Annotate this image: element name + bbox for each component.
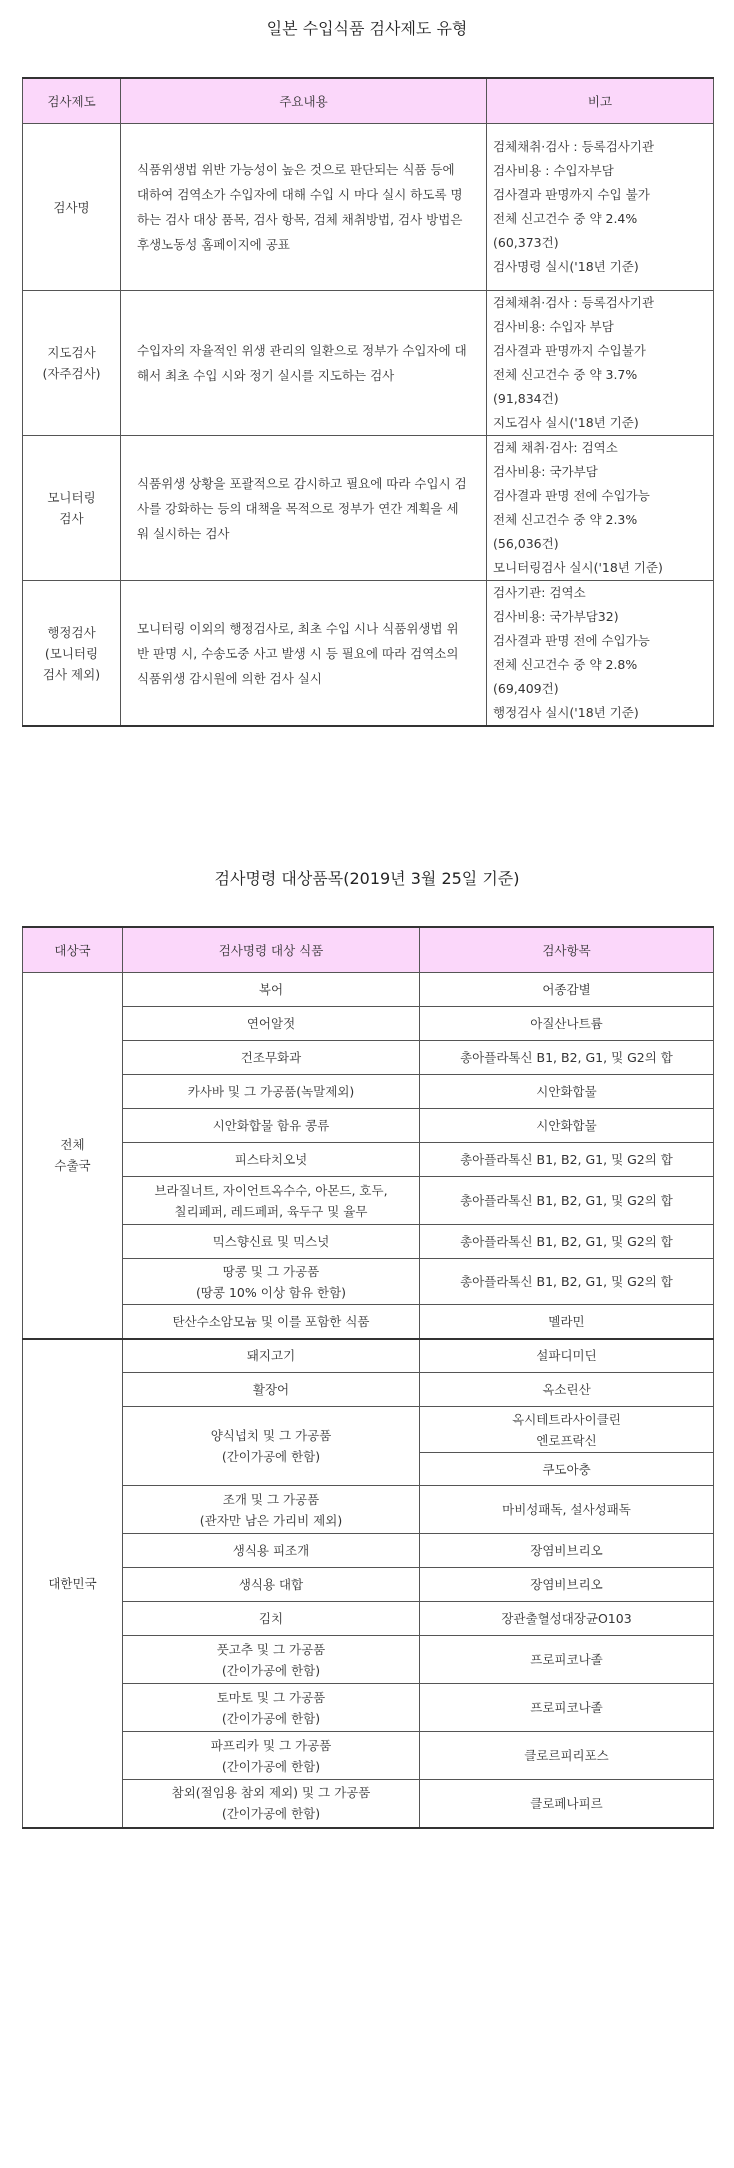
cell-line: (60,373건) xyxy=(493,235,559,250)
table-row xyxy=(23,291,714,436)
cell-line: 피스타치오넛 xyxy=(234,1152,308,1167)
system-name-cell xyxy=(23,124,121,291)
content-cell: 식품위생 상황을 포괄적으로 감시하고 필요에 따라 수입시 검사를 강화하는 등의 대책을 목적으로 정부가 연간 계획을 세워 실시하는 검사 xyxy=(121,436,487,581)
table-row xyxy=(23,1041,714,1075)
cell-line: 옥시테트라사이클린 xyxy=(512,1411,621,1427)
item-cell xyxy=(420,1305,714,1339)
item-cell xyxy=(420,1075,714,1109)
table-header-row xyxy=(23,78,714,124)
cell-line: (모니터링 xyxy=(44,645,99,661)
cell-line: 행정검사 xyxy=(47,624,96,640)
food-cell xyxy=(123,1259,420,1305)
cell-line: 총아플라톡신 B1, B2, G1, 및 G2의 합 xyxy=(460,1234,673,1249)
cell-line: 장관출혈성대장균O103 xyxy=(501,1611,632,1626)
cell-line: 연어알젓 xyxy=(246,1016,296,1031)
cell-line: (간이가공에 한함) xyxy=(221,1449,321,1464)
cell-line: 건조무화과 xyxy=(240,1050,302,1065)
country-group xyxy=(23,973,714,1339)
table-row xyxy=(23,1780,714,1828)
item-cell xyxy=(420,1602,714,1636)
item-cell xyxy=(420,1041,714,1075)
item-cell xyxy=(420,1407,714,1453)
table-row xyxy=(23,581,714,727)
notes-cell xyxy=(487,124,714,291)
food-cell xyxy=(123,1225,420,1259)
cell-line: 생식용 피조개 xyxy=(232,1543,310,1558)
cell-line: 검체 채취·검사: 검역소 xyxy=(493,440,618,455)
cell-line: (91,834건) xyxy=(493,391,559,406)
food-cell xyxy=(123,1007,420,1041)
cell-line: 땅콩 및 그 가공품 xyxy=(222,1263,320,1279)
food-cell xyxy=(123,1732,420,1780)
cell-line: 아질산나트륨 xyxy=(530,1016,603,1031)
food-cell xyxy=(123,973,420,1007)
item-cell xyxy=(420,1636,714,1684)
table-row xyxy=(23,124,714,291)
inspection-system-table xyxy=(22,77,714,727)
country-cell xyxy=(23,1339,123,1828)
cell-line: 총아플라톡신 B1, B2, G1, 및 G2의 합 xyxy=(460,1152,673,1167)
cell-line: 장염비브리오 xyxy=(530,1543,603,1558)
cell-line: 마비성패독, 설사성패독 xyxy=(502,1502,631,1517)
item-cell xyxy=(420,1486,714,1534)
section2-title: 검사명령 대상품목(2019년 3월 25일 기준) xyxy=(214,869,520,888)
cell-line: 검사비용: 국가부담 xyxy=(493,464,598,479)
cell-line: 검사 제외) xyxy=(42,666,101,682)
food-cell xyxy=(123,1339,420,1373)
cell-line: 멜라민 xyxy=(548,1313,585,1329)
cell-line: 브라질너트, 자이언트옥수수, 아몬드, 호두, xyxy=(154,1182,388,1198)
food-cell xyxy=(123,1568,420,1602)
cell-line: 프로피코나졸 xyxy=(530,1652,603,1667)
content-cell: 식품위생법 위반 가능성이 높은 것으로 판단되는 식품 등에 대하여 검역소가 수입자에 대해 수입 시 마다 실시 하도록 명하는 검사 대상 품목, 검사 항목, 검체 채취방법, 검사 방법은 후생노동성 홈페이지에 공표 xyxy=(121,124,487,291)
content-cell: 모니터링 이외의 행정검사로, 최초 수입 시나 식품위생법 위반 판명 시, 수송도중 사고 발생 시 등 필요에 따라 검역소의 식품위생 감시원에 의한 검사 실시 xyxy=(121,581,487,727)
cell-line: 전체 신고건수 중 약 2.8% xyxy=(493,657,638,672)
cell-line: 수출국 xyxy=(54,1158,91,1174)
header-system: 검사제도 xyxy=(23,78,121,124)
cell-line: 탄산수소암모늄 및 이를 포함한 식품 xyxy=(172,1313,370,1329)
table-row xyxy=(23,1602,714,1636)
cell-line: 전체 신고건수 중 약 3.7% xyxy=(493,367,638,382)
item-cell xyxy=(420,1109,714,1143)
cell-line: 검사명령 실시('18년 기준) xyxy=(493,259,639,274)
cell-line: 지도검사 실시('18년 기준) xyxy=(493,415,639,430)
cell-line: 검사 xyxy=(59,511,84,526)
cell-line: 옥소린산 xyxy=(542,1382,591,1397)
cell-line: 설파디미딘 xyxy=(536,1348,597,1364)
table-row xyxy=(23,1075,714,1109)
food-cell xyxy=(123,1305,420,1339)
cell-line: 프로피코나졸 xyxy=(530,1700,603,1715)
header-items: 검사항목 xyxy=(420,927,714,973)
table-row xyxy=(23,1007,714,1041)
cell-line: 장염비브리오 xyxy=(530,1577,603,1592)
system-name-cell xyxy=(23,581,121,727)
cell-line: 토마토 및 그 가공품 xyxy=(216,1689,326,1705)
table-row xyxy=(23,1373,714,1407)
table-row xyxy=(23,1684,714,1732)
cell-line: 검사결과 판명까지 수입불가 xyxy=(493,343,646,358)
item-cell xyxy=(420,1177,714,1225)
country-group xyxy=(23,1339,714,1828)
item-cell xyxy=(420,1225,714,1259)
section1-title: 일본 수입식품 검사제도 유형 xyxy=(266,19,468,38)
system-name-cell xyxy=(23,436,121,581)
country-cell xyxy=(23,973,123,1339)
food-cell xyxy=(123,1486,420,1534)
cell-line: 복어 xyxy=(258,982,284,997)
notes-cell xyxy=(487,436,714,581)
cell-line: 파프리카 및 그 가공품 xyxy=(210,1737,332,1753)
content-cell: 수입자의 자율적인 위생 관리의 일환으로 정부가 수입자에 대해서 최초 수입 시와 정기 실시를 지도하는 검사 xyxy=(121,291,487,436)
table-row xyxy=(23,436,714,581)
cell-line: 검체채취·검사 : 등록검사기관 xyxy=(493,139,655,154)
table-row xyxy=(23,1305,714,1339)
table-header-row xyxy=(23,927,714,973)
cell-line: 믹스향신료 및 믹스넛 xyxy=(212,1234,330,1249)
cell-line: 참외(절임용 참외 제외) 및 그 가공품 xyxy=(171,1785,371,1801)
item-cell xyxy=(420,1780,714,1828)
cell-line: (간이가공에 한함) xyxy=(221,1758,321,1774)
header-food: 검사명령 대상 식품 xyxy=(123,927,420,973)
item-cell xyxy=(420,973,714,1007)
table-row xyxy=(23,1109,714,1143)
cell-line: 칠리페퍼, 레드페퍼, 육두구 및 율무 xyxy=(174,1203,368,1219)
cell-line: (56,036건) xyxy=(493,536,559,551)
cell-line: 지도검사 xyxy=(47,345,96,360)
system-name-cell xyxy=(23,291,121,436)
table-row xyxy=(23,1225,714,1259)
header-country: 대상국 xyxy=(23,927,123,973)
header-content: 주요내용 xyxy=(121,78,487,124)
item-cell xyxy=(420,1453,714,1486)
cell-line: (땅콩 10% 이상 함유 한함) xyxy=(195,1284,347,1300)
cell-line: 시안화합물 xyxy=(536,1084,597,1099)
food-cell xyxy=(123,1684,420,1732)
item-cell xyxy=(420,1684,714,1732)
cell-line: 전체 신고건수 중 약 2.3% xyxy=(493,512,638,527)
table-row xyxy=(23,1339,714,1373)
table-row xyxy=(23,973,714,1007)
cell-line: 총아플라톡신 B1, B2, G1, 및 G2의 합 xyxy=(460,1193,673,1208)
item-cell xyxy=(420,1568,714,1602)
cell-line: 검사결과 판명 전에 수입가능 xyxy=(493,488,650,503)
cell-line: 검사비용 : 수입자부담 xyxy=(493,163,614,178)
cell-line: (자주검사) xyxy=(42,366,101,381)
cell-line: 모니터링 xyxy=(47,490,96,505)
table-row xyxy=(23,1407,714,1453)
food-cell xyxy=(123,1780,420,1828)
cell-line: 전체 신고건수 중 약 2.4% xyxy=(493,211,638,226)
table-row xyxy=(23,1568,714,1602)
cell-line: 돼지고기 xyxy=(246,1348,296,1364)
cell-line: (간이가공에 한함) xyxy=(221,1662,321,1678)
food-cell xyxy=(123,1534,420,1568)
item-cell xyxy=(420,1143,714,1177)
cell-line: 풋고추 및 그 가공품 xyxy=(216,1641,326,1657)
cell-line: 총아플라톡신 B1, B2, G1, 및 G2의 합 xyxy=(460,1274,673,1289)
item-cell xyxy=(420,1534,714,1568)
cell-line: 대한민국 xyxy=(48,1575,97,1591)
notes-cell xyxy=(487,581,714,727)
cell-line: 검사기관: 검역소 xyxy=(493,585,586,600)
cell-line: 검사비용: 국가부담32) xyxy=(493,609,619,624)
food-cell xyxy=(123,1075,420,1109)
cell-line: (관자만 남은 가리비 제외) xyxy=(199,1512,343,1528)
cell-line: 검체채취·검사 : 등록검사기관 xyxy=(493,295,655,310)
food-cell xyxy=(123,1041,420,1075)
cell-line: 검사결과 판명까지 수입 불가 xyxy=(493,187,650,202)
food-cell xyxy=(123,1602,420,1636)
target-items-table xyxy=(22,926,714,1829)
table-row xyxy=(23,1486,714,1534)
cell-line: 시안화합물 xyxy=(536,1118,597,1133)
cell-line: 클로르피리포스 xyxy=(524,1748,609,1763)
cell-line: 검사결과 판명 전에 수입가능 xyxy=(493,633,650,648)
food-cell xyxy=(123,1109,420,1143)
food-cell xyxy=(123,1177,420,1225)
cell-line: 카사바 및 그 가공품(녹말제외) xyxy=(187,1084,355,1099)
table-row xyxy=(23,1143,714,1177)
food-cell xyxy=(123,1407,420,1486)
cell-line: 총아플라톡신 B1, B2, G1, 및 G2의 합 xyxy=(460,1050,673,1065)
cell-line: 조개 및 그 가공품 xyxy=(222,1491,320,1507)
cell-line: (간이가공에 한함) xyxy=(221,1710,321,1726)
cell-line: 생식용 대합 xyxy=(238,1577,304,1592)
cell-line: 쿠도아충 xyxy=(542,1461,591,1477)
cell-line: 행정검사 실시('18년 기준) xyxy=(493,705,639,720)
cell-line: 양식넙치 및 그 가공품 xyxy=(210,1428,332,1443)
cell-line: 검사비용: 수입자 부담 xyxy=(493,319,614,334)
cell-line: 모니터링검사 실시('18년 기준) xyxy=(493,560,663,575)
cell-line: 활장어 xyxy=(252,1382,290,1397)
table-row xyxy=(23,1259,714,1305)
cell-line: 시안화합물 함유 콩류 xyxy=(212,1118,330,1133)
notes-cell xyxy=(487,291,714,436)
cell-line: 검사명 xyxy=(53,199,90,215)
item-cell xyxy=(420,1007,714,1041)
cell-line: 엔로프락신 xyxy=(536,1432,597,1448)
food-cell xyxy=(123,1636,420,1684)
cell-line: 어종감별 xyxy=(542,982,591,997)
table-row xyxy=(23,1534,714,1568)
header-notes: 비고 xyxy=(487,78,714,124)
table-row xyxy=(23,1732,714,1780)
cell-line: 전체 xyxy=(60,1137,85,1153)
table-row xyxy=(23,1636,714,1684)
cell-line: 클로페나피르 xyxy=(530,1795,603,1811)
item-cell xyxy=(420,1373,714,1407)
food-cell xyxy=(123,1143,420,1177)
cell-line: 김치 xyxy=(258,1611,284,1626)
item-cell xyxy=(420,1339,714,1373)
item-cell xyxy=(420,1259,714,1305)
cell-line: (69,409건) xyxy=(493,681,559,696)
cell-line: (간이가공에 한함) xyxy=(221,1806,321,1822)
food-cell xyxy=(123,1373,420,1407)
item-cell xyxy=(420,1732,714,1780)
table-row xyxy=(23,1177,714,1225)
